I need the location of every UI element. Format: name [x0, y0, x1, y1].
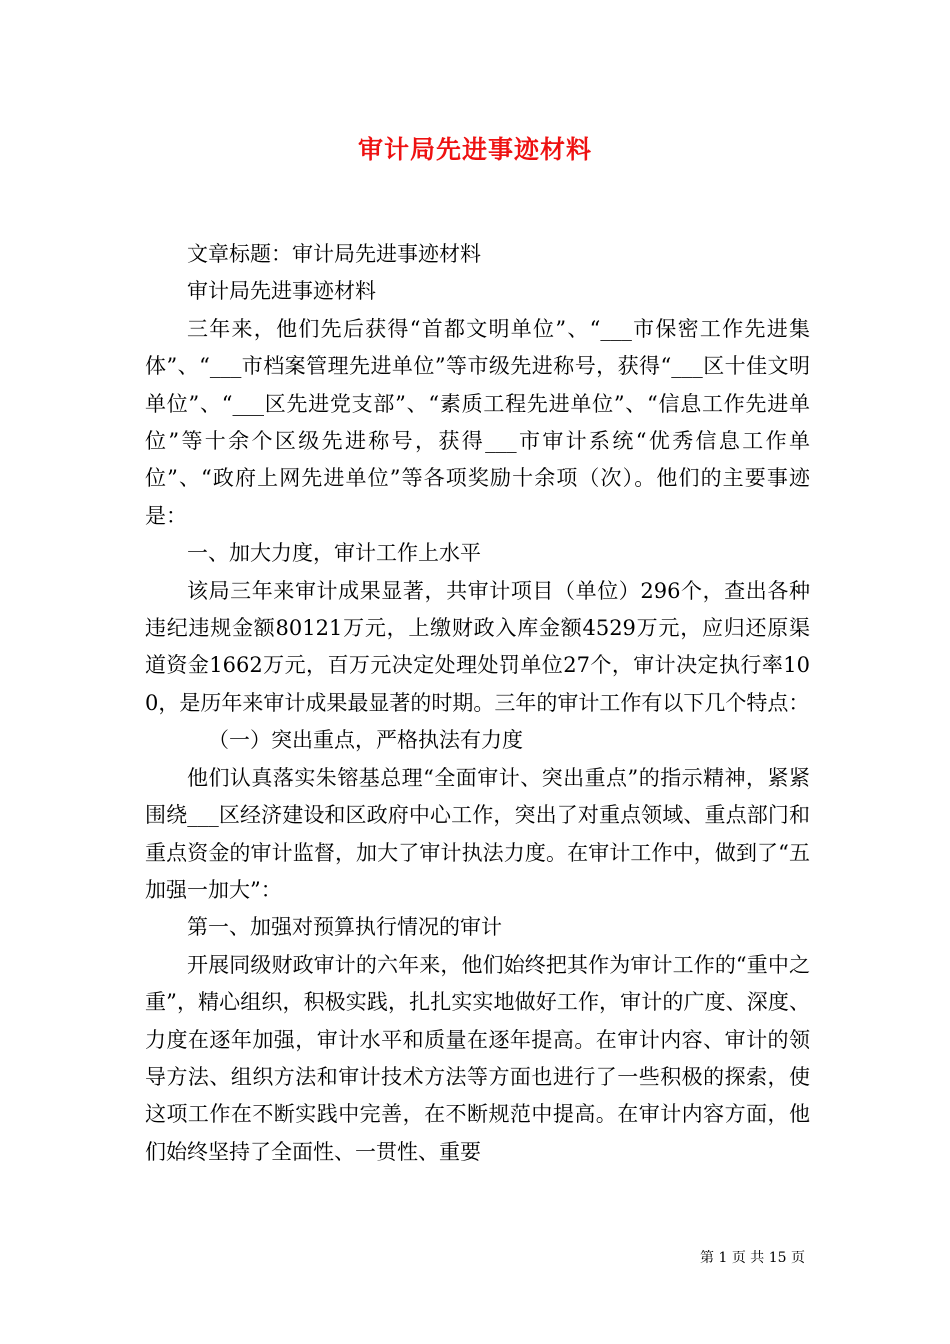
- paragraph: 该局三年来审计成果显著，共审计项目（单位）296个，查出各种违纪违规金额80121万元，上缴财政入库金额4529万元，应归还原渠道资金1662万元，百万元决定处理处罚单位27个，审计决定执行率100，是历年来审计成果最显著的时期。三年的审计工作有以下几个特点：: [145, 578, 810, 715]
- article-title-line: 文章标题：审计局先进事迹材料: [187, 242, 481, 266]
- paragraph: 开展同级财政审计的六年来，他们始终把其作为审计工作的“重中之重”，精心组织，积极实践，扎扎实实地做好工作，审计的广度、深度、力度在逐年加强，审计水平和质量在逐年提高。在审计内容、审计的领导方法、组织方法和审计技术方法等方面也进行了一些积极的探索，使这项工作在不断实践中完善，在不断规范中提高。在审计内容方面，他们始终坚持了全面性、一贯性、重要: [145, 952, 810, 1164]
- paragraph: 他们认真落实朱镕基总理“全面审计、突出重点”的指示精神，紧紧围绕___区经济建设和区政府中心工作，突出了对重点领域、重点部门和重点资金的审计监督，加大了审计执法力度。在审计工作中，做到了“五加强一加大”：: [145, 765, 810, 902]
- page-number-footer: 第 1 页 共 15 页: [700, 1250, 805, 1266]
- subsection-heading: （一）突出重点，严格执法有力度: [208, 728, 523, 753]
- subtitle-line: 审计局先进事迹材料: [187, 279, 376, 304]
- paragraph: 三年来，他们先后获得“首都文明单位”、“___市保密工作先进集体”、“___市档案管理先进单位”等市级先进称号，获得“___区十佳文明单位”、“___区先进党支部”、“素质工程先进单位”、“信息工作先进单位”等十余个区级先进称号，获得___市审计系统“优秀信息工作单位”、“政府上网先进单位”等各项奖励十余项（次）。他们的主要事迹是：: [145, 316, 810, 528]
- document-body: [145, 236, 810, 1171]
- section-heading: 一、加大力度，审计工作上水平: [187, 541, 481, 566]
- point-heading: 第一、加强对预算执行情况的审计: [187, 915, 502, 940]
- document-title: 审计局先进事迹材料: [357, 135, 592, 164]
